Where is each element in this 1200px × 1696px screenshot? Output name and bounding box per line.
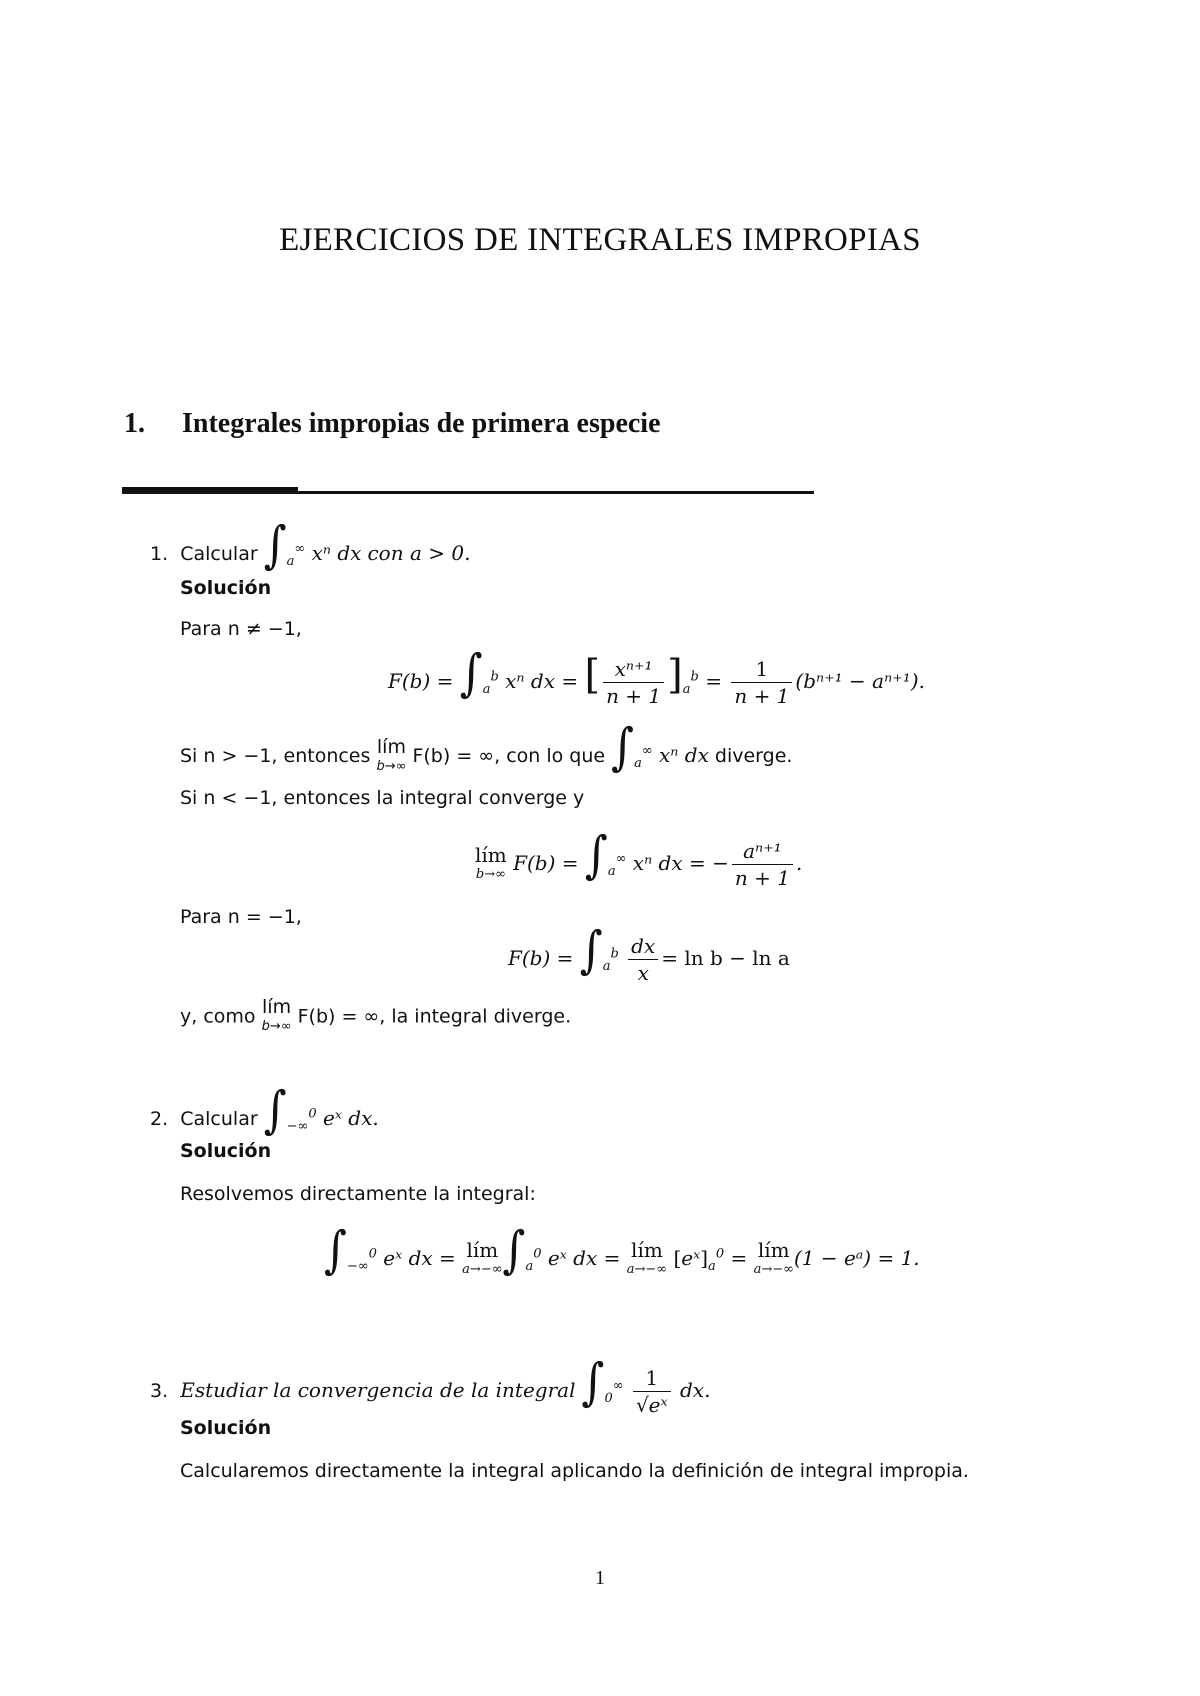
ex1-line2: Si n < −1, entonces la integral converge y [180, 787, 585, 809]
ex1-equation-2: lím b→∞ $F(b) = \int_a^\infty$ xⁿ dx = − $\frac{\text{aⁿ⁺¹}}{n + 1}$ . [475, 826, 803, 890]
ex1-para1: Para n ≠ −1, [180, 618, 302, 640]
ex2-equation: $\int_{-\infty}^0$ eˣ dx = lím a→−∞ $\int_a^0$ eˣ dx = lím a→−∞ $[eˣ]_a^0$ = lím a→−∞ (1 − eᵃ) = 1. [324, 1221, 920, 1280]
section-number: 1. [124, 408, 145, 439]
ex1-equation-3: $F(b) = \int_a^b$ $\frac{dx}{x}$ = ln b − ln a [508, 921, 790, 985]
page-number: 1 [595, 1567, 605, 1589]
integral-expression: $\int_a^\infty$ xⁿ dx [263, 516, 362, 575]
page-title: EJERCICIOS DE INTEGRALES IMPROPIAS [279, 222, 921, 258]
exercise-2-statement: 2. Calcular $\int_{-\infty}^0$ eˣ dx. [150, 1081, 379, 1140]
section-title: Integrales impropias de primera especie [182, 408, 661, 439]
ex3-intro: Calcularemos directamente la integral aplicando la definición de integral impropia. [180, 1460, 969, 1482]
ex1-equation-1: $F(b) = \int_a^b$ xⁿ dx = [ $\frac{\text{xⁿ⁺¹}}{n + 1}$ ]$_a^b$ = $\frac{1}{n + 1}$ (bⁿ⁺¹ − aⁿ⁺¹). [388, 644, 925, 708]
ex1-final: y, como lím b→∞ F(b) = ∞, la integral diverge. [180, 996, 572, 1034]
exercise-3-statement: 3. Estudiar la convergencia de la integral $\int_0^\infty$ $\frac{1}{\text{√eˣ}}$ dx. [150, 1353, 711, 1417]
ex1-para2: Para n = −1, [180, 906, 302, 928]
rule-thin [122, 491, 814, 494]
ex1-line1: Si n > −1, entonces lím b→∞ F(b) = ∞, con lo que $\int_a^\infty$ xⁿ dx diverge. [180, 718, 793, 777]
section-heading [124, 408, 661, 440]
ex2-intro: Resolvemos directamente la integral: [180, 1183, 536, 1205]
solution-label-3: Solución [180, 1417, 272, 1439]
solution-label-1: Solución [180, 577, 272, 599]
exercise-1-statement: 1. Calcular $\int_a^\infty$ xⁿ dx con a > 0. [150, 516, 471, 575]
solution-label-2: Solución [180, 1140, 272, 1162]
